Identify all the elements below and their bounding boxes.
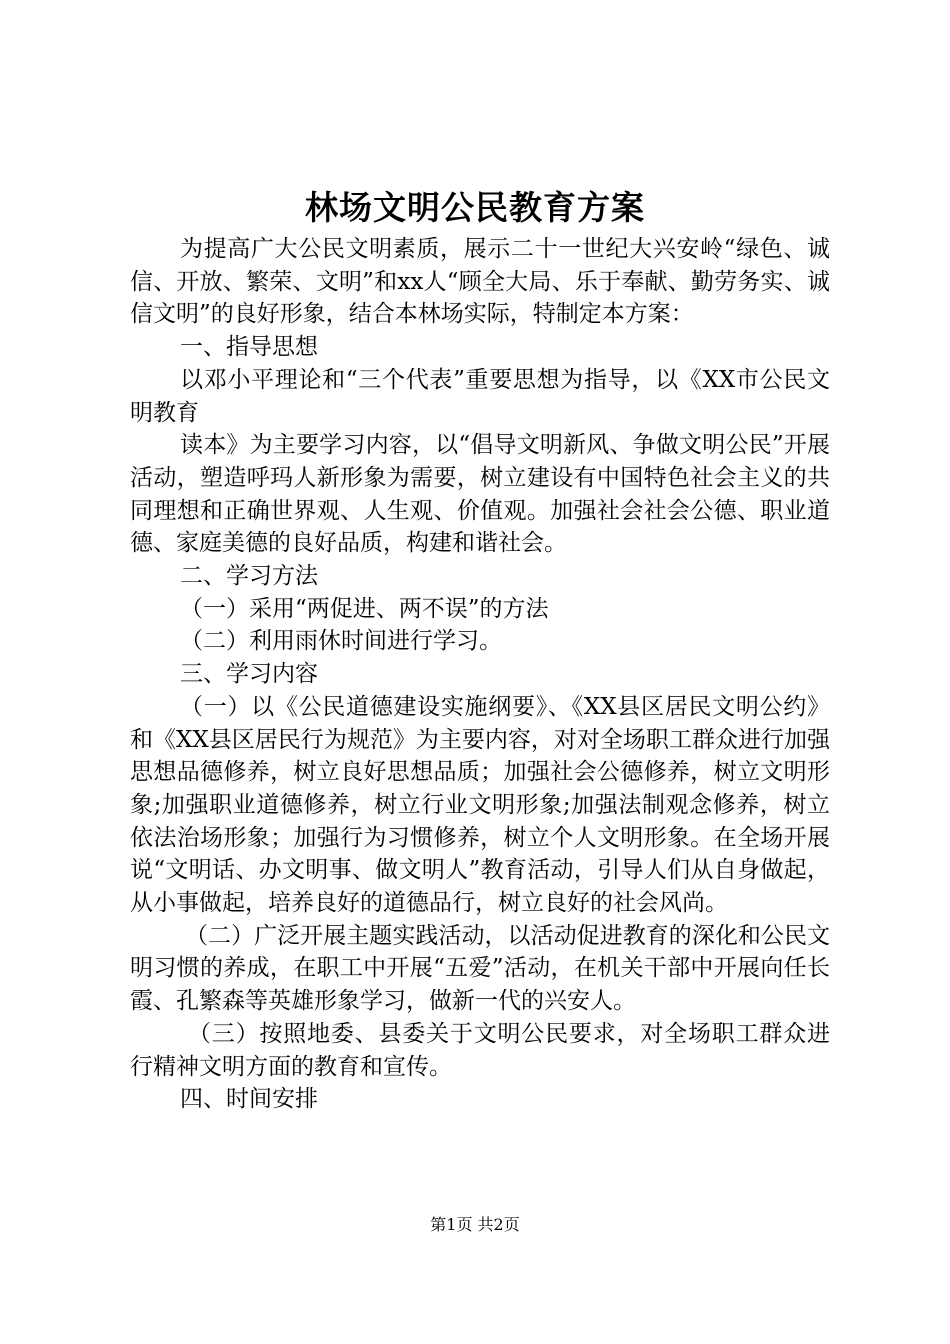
- document-body: [130, 233, 830, 1116]
- page-number-footer: 第1页 共2页: [430, 1215, 520, 1234]
- intro-paragraph: 为提高广大公民文明素质，展示二十一世纪大兴安岭“绿色、诚信、开放、繁荣、文明”和xx人“顾全大局、乐于奉献、勤劳务实、诚信文明”的良好形象，结合本林场实际，特制定本方案：: [130, 236, 830, 328]
- study-method-item-2: （二）利用雨休时间进行学习。: [180, 628, 502, 655]
- section-heading-study-method: 二、学习方法: [180, 563, 318, 590]
- guiding-thought-paragraph: 以邓小平理论和“三个代表”重要思想为指导，以《XX市公民文明教育: [130, 366, 830, 426]
- section-heading-guiding-thought: 一、指导思想: [180, 334, 318, 361]
- study-content-item-2: （二）广泛开展主题实践活动，以活动促进教育的深化和公民文明习惯的养成，在职工中开展“五爱”活动，在机关干部中开展向任长霞、孔繁森等英雄形象学习，做新一代的兴安人。: [130, 922, 830, 1015]
- study-content-item-1: （一）以《公民道德建设实施纲要》、《XX县区居民文明公约》和《XX县区居民行为规范》为主要内容，对对全场职工群众进行加强思想品德修养，树立良好思想品质；加强社会公德修养，树立文明形象;加强职业道德修养，树立行业文明形象;加强法制观念修养，树立依法治场形象；加强行为习惯修养，树立个人文明形象。在全场开展说“文明话、办文明事、做文明人”教育活动，引导人们从自身做起，从小事做起，培养良好的道德品行，树立良好的社会风尚。: [130, 693, 830, 917]
- document-title: 林场文明公民教育方案: [305, 188, 645, 227]
- section-heading-study-content: 三、学习内容: [180, 661, 318, 688]
- study-method-item-1: （一）采用“两促进、两不误”的方法: [180, 595, 549, 622]
- section-heading-schedule: 四、时间安排: [180, 1086, 318, 1113]
- study-content-item-3: （三）按照地委、县委关于文明公民要求，对全场职工群众进行精神文明方面的教育和宣传。: [130, 1020, 830, 1080]
- guiding-thought-paragraph-cont: 读本》为主要学习内容，以“倡导文明新风、争做文明公民”开展活动，塑造呼玛人新形象为需要，树立建设有中国特色社会主义的共同理想和正确世界观、人生观、价值观。加强社会社会公德、职业道德、家庭美德的良好品质，构建和谐社会。: [130, 432, 830, 557]
